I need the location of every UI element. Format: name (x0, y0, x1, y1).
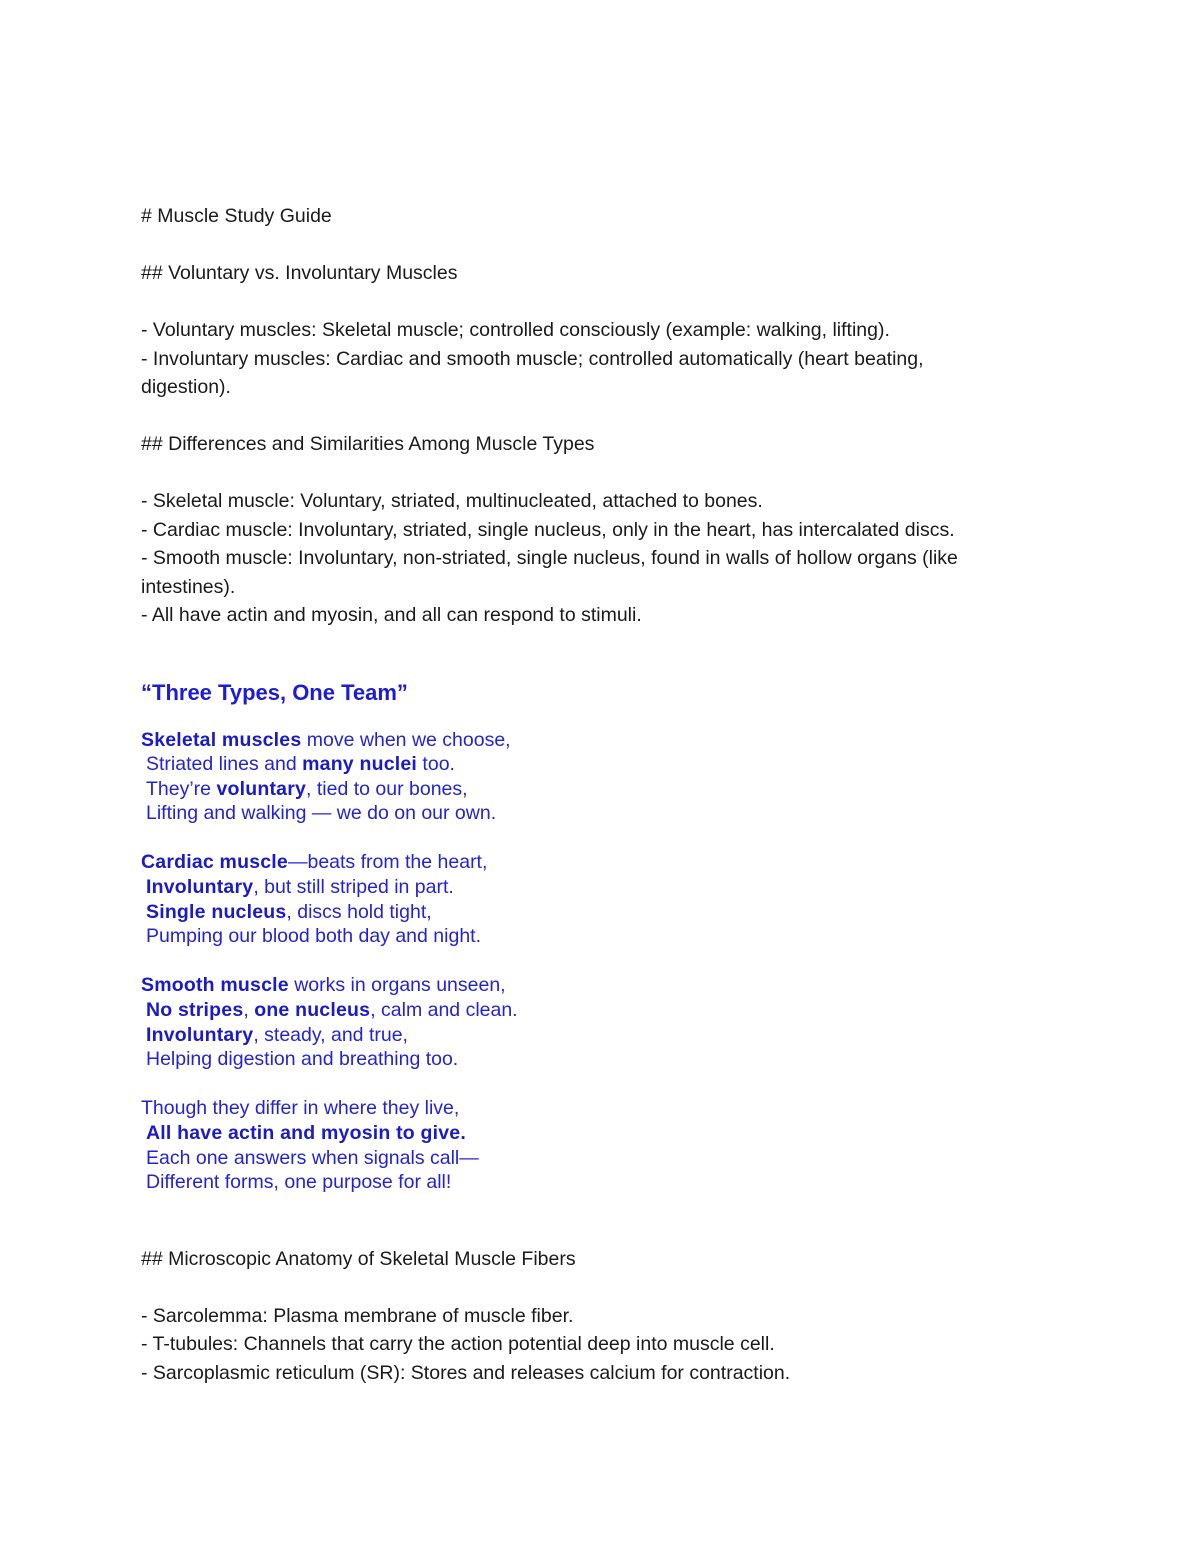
spacer (141, 1273, 1081, 1302)
document-title: # Muscle Study Guide (141, 205, 332, 227)
poem-line (141, 998, 1081, 1023)
poem-line (141, 752, 1081, 777)
poem-line (141, 850, 1081, 875)
spacer (141, 459, 1081, 488)
poem-line: Different forms, one purpose for all! (146, 1171, 452, 1194)
poem-bold-term: many nuclei (302, 753, 418, 776)
poem-line: Though they differ in where they live, (141, 1097, 460, 1120)
poem-stanza-together (141, 1096, 1081, 1194)
poem-text: , discs hold tight, (286, 900, 432, 923)
poem-stanza-smooth (141, 973, 1081, 1071)
bullet-voluntary: - Voluntary muscles: Skeletal muscle; controlled consciously (example: walking, lifting). (141, 319, 890, 341)
poem-bold-term: voluntary (216, 777, 307, 800)
bullet-involuntary-cont: digestion). (141, 376, 231, 398)
spacer (141, 231, 1081, 260)
poem-line: Lifting and walking — we do on our own. (146, 802, 497, 825)
poem-text: move when we choose, (301, 728, 511, 751)
poem-text: , calm and clean. (370, 999, 518, 1022)
bullet-smooth-cont: intestines). (141, 575, 236, 598)
bullet-sarcolemma: - Sarcolemma: Plasma membrane of muscle fiber. (141, 1304, 574, 1327)
poem-bold-term: All have actin and myosin to give. (146, 1122, 466, 1144)
section-heading-differences: ## Differences and Similarities Among Muscle Types (141, 433, 595, 455)
poem (141, 728, 1081, 1195)
poem-text: , but still striped in part. (253, 876, 454, 899)
poem-text: Striated lines and (146, 753, 303, 776)
poem-line: Pumping our blood both day and night. (146, 925, 481, 948)
poem-line (141, 777, 1081, 802)
poem-text: too. (417, 753, 455, 776)
bullet-sr: - Sarcoplasmic reticulum (SR): Stores and releases calcium for contraction. (141, 1361, 791, 1384)
document-body (141, 202, 1081, 1387)
poem-bold-term: Single nucleus (146, 900, 287, 923)
poem-line (141, 900, 1081, 925)
poem-line (141, 1023, 1081, 1048)
poem-bold-term: Skeletal muscles (141, 728, 302, 751)
poem-stanza-cardiac (141, 850, 1081, 948)
bullet-involuntary: - Involuntary muscles: Cardiac and smooth muscle; controlled automatically (heart beating, (141, 347, 924, 370)
poem-bold-term: Smooth muscle (141, 974, 289, 997)
bullet-all-have: - All have actin and myosin, and all can respond to stimuli. (141, 604, 642, 626)
poem-text: They’re (146, 777, 217, 800)
bullet-cardiac: - Cardiac muscle: Involuntary, striated, single nucleus, only in the heart, has intercalated discs. (141, 518, 955, 541)
bullet-t-tubules: - T-tubules: Channels that carry the action potential deep into muscle cell. (141, 1333, 775, 1356)
poem-bold-term: Involuntary (146, 876, 254, 899)
poem-stanza-skeletal (141, 728, 1081, 826)
section-heading-voluntary: ## Voluntary vs. Involuntary Muscles (141, 262, 458, 284)
bullet-skeletal: - Skeletal muscle: Voluntary, striated, multinucleated, attached to bones. (141, 490, 763, 512)
poem-bold-term: one nucleus (254, 999, 371, 1022)
poem-text: works in organs unseen, (288, 974, 506, 997)
poem-line (141, 1121, 1081, 1146)
poem-title: “Three Types, One Team” (141, 679, 408, 705)
spacer (141, 402, 1081, 431)
poem-line: Helping digestion and breathing too. (146, 1048, 459, 1071)
poem-line (141, 973, 1081, 998)
poem-text: , (243, 999, 255, 1022)
section-microscopic (141, 1245, 1081, 1388)
section-heading-microscopic: ## Microscopic Anatomy of Skeletal Muscle Fibers (141, 1247, 576, 1270)
spacer (141, 288, 1081, 317)
poem-bold-term: Involuntary (146, 1023, 254, 1046)
poem-text: —beats from the heart, (287, 851, 488, 874)
poem-bold-term: No stripes (146, 999, 244, 1022)
poem-text: , steady, and true, (253, 1023, 408, 1046)
poem-text: , tied to our bones, (306, 777, 468, 800)
poem-line (141, 728, 1081, 753)
poem-line (141, 875, 1081, 900)
bullet-smooth: - Smooth muscle: Involuntary, non-striated, single nucleus, found in walls of hollow organs (like (141, 547, 958, 569)
poem-line: Each one answers when signals call— (146, 1146, 479, 1169)
poem-bold-term: Cardiac muscle (141, 851, 288, 874)
